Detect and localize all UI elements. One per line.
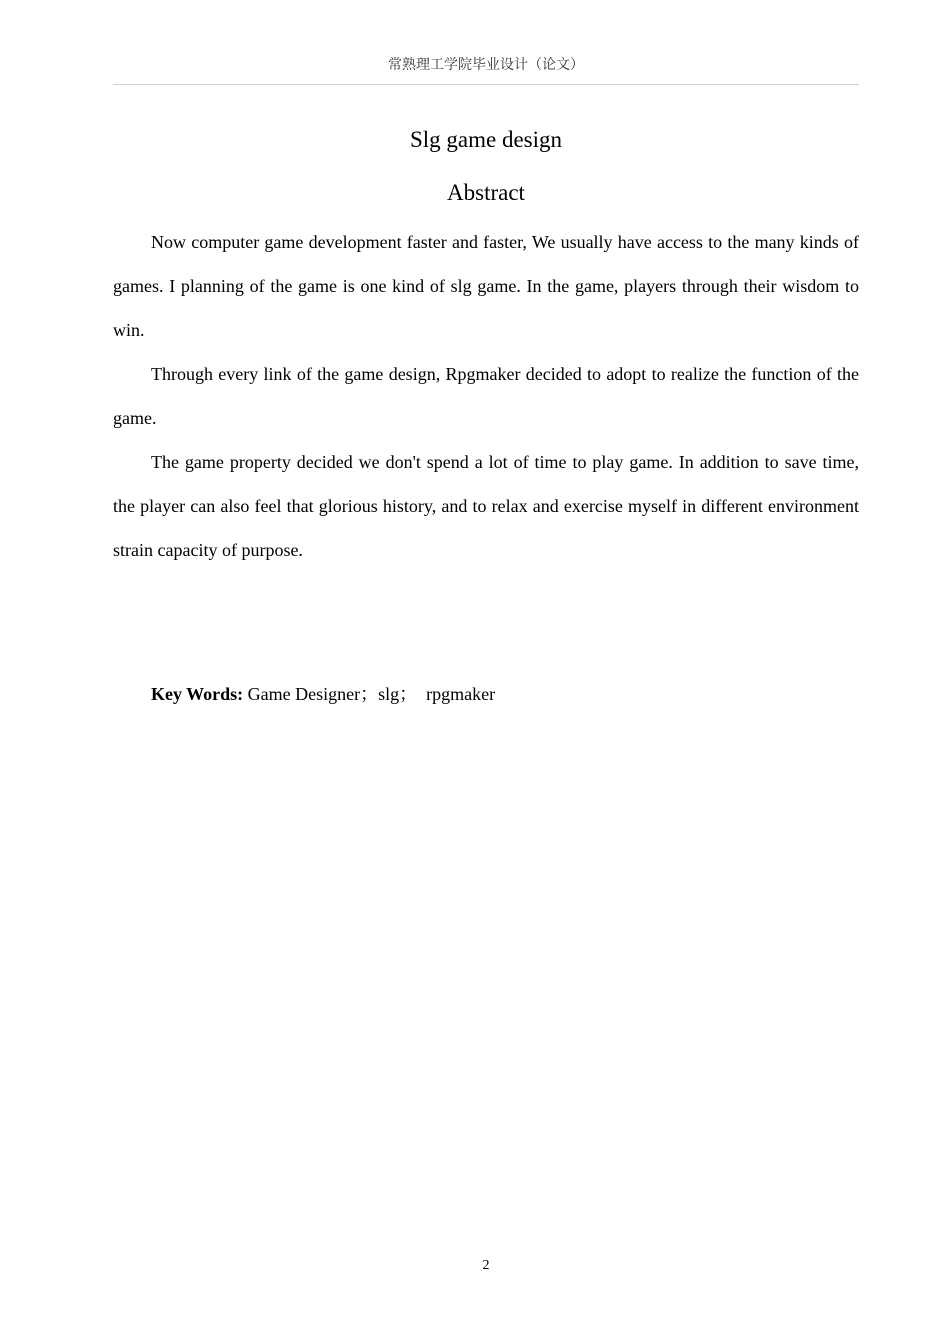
paper-title: Slg game design [409, 127, 563, 152]
page-number: 2 [482, 1258, 490, 1273]
keywords-text: Game Designer；slg； rpgmaker [243, 684, 496, 704]
abstract-paragraph: Through every link of the game design, Rpgmaker decided to adopt to realize the function of the game. [113, 364, 859, 428]
keywords-label: Key Words: [151, 684, 244, 704]
abstract-paragraph: The game property decided we don't spend a lot of time to play game. In addition to save time, the player can also feel that glorious history, and to relax and exercise myself in different environment strain capacity of purpose. [113, 452, 859, 560]
running-header: 常熟理工学院毕业设计（论文） [388, 57, 584, 73]
keywords-line [113, 672, 859, 716]
abstract-body [113, 220, 859, 572]
abstract-heading: Abstract [447, 180, 525, 205]
header-divider [113, 84, 859, 85]
abstract-paragraph: Now computer game development faster and faster, We usually have access to the many kinds of games. I planning of the game is one kind of slg game. In the game, players through their wisdom to win. [113, 232, 859, 340]
